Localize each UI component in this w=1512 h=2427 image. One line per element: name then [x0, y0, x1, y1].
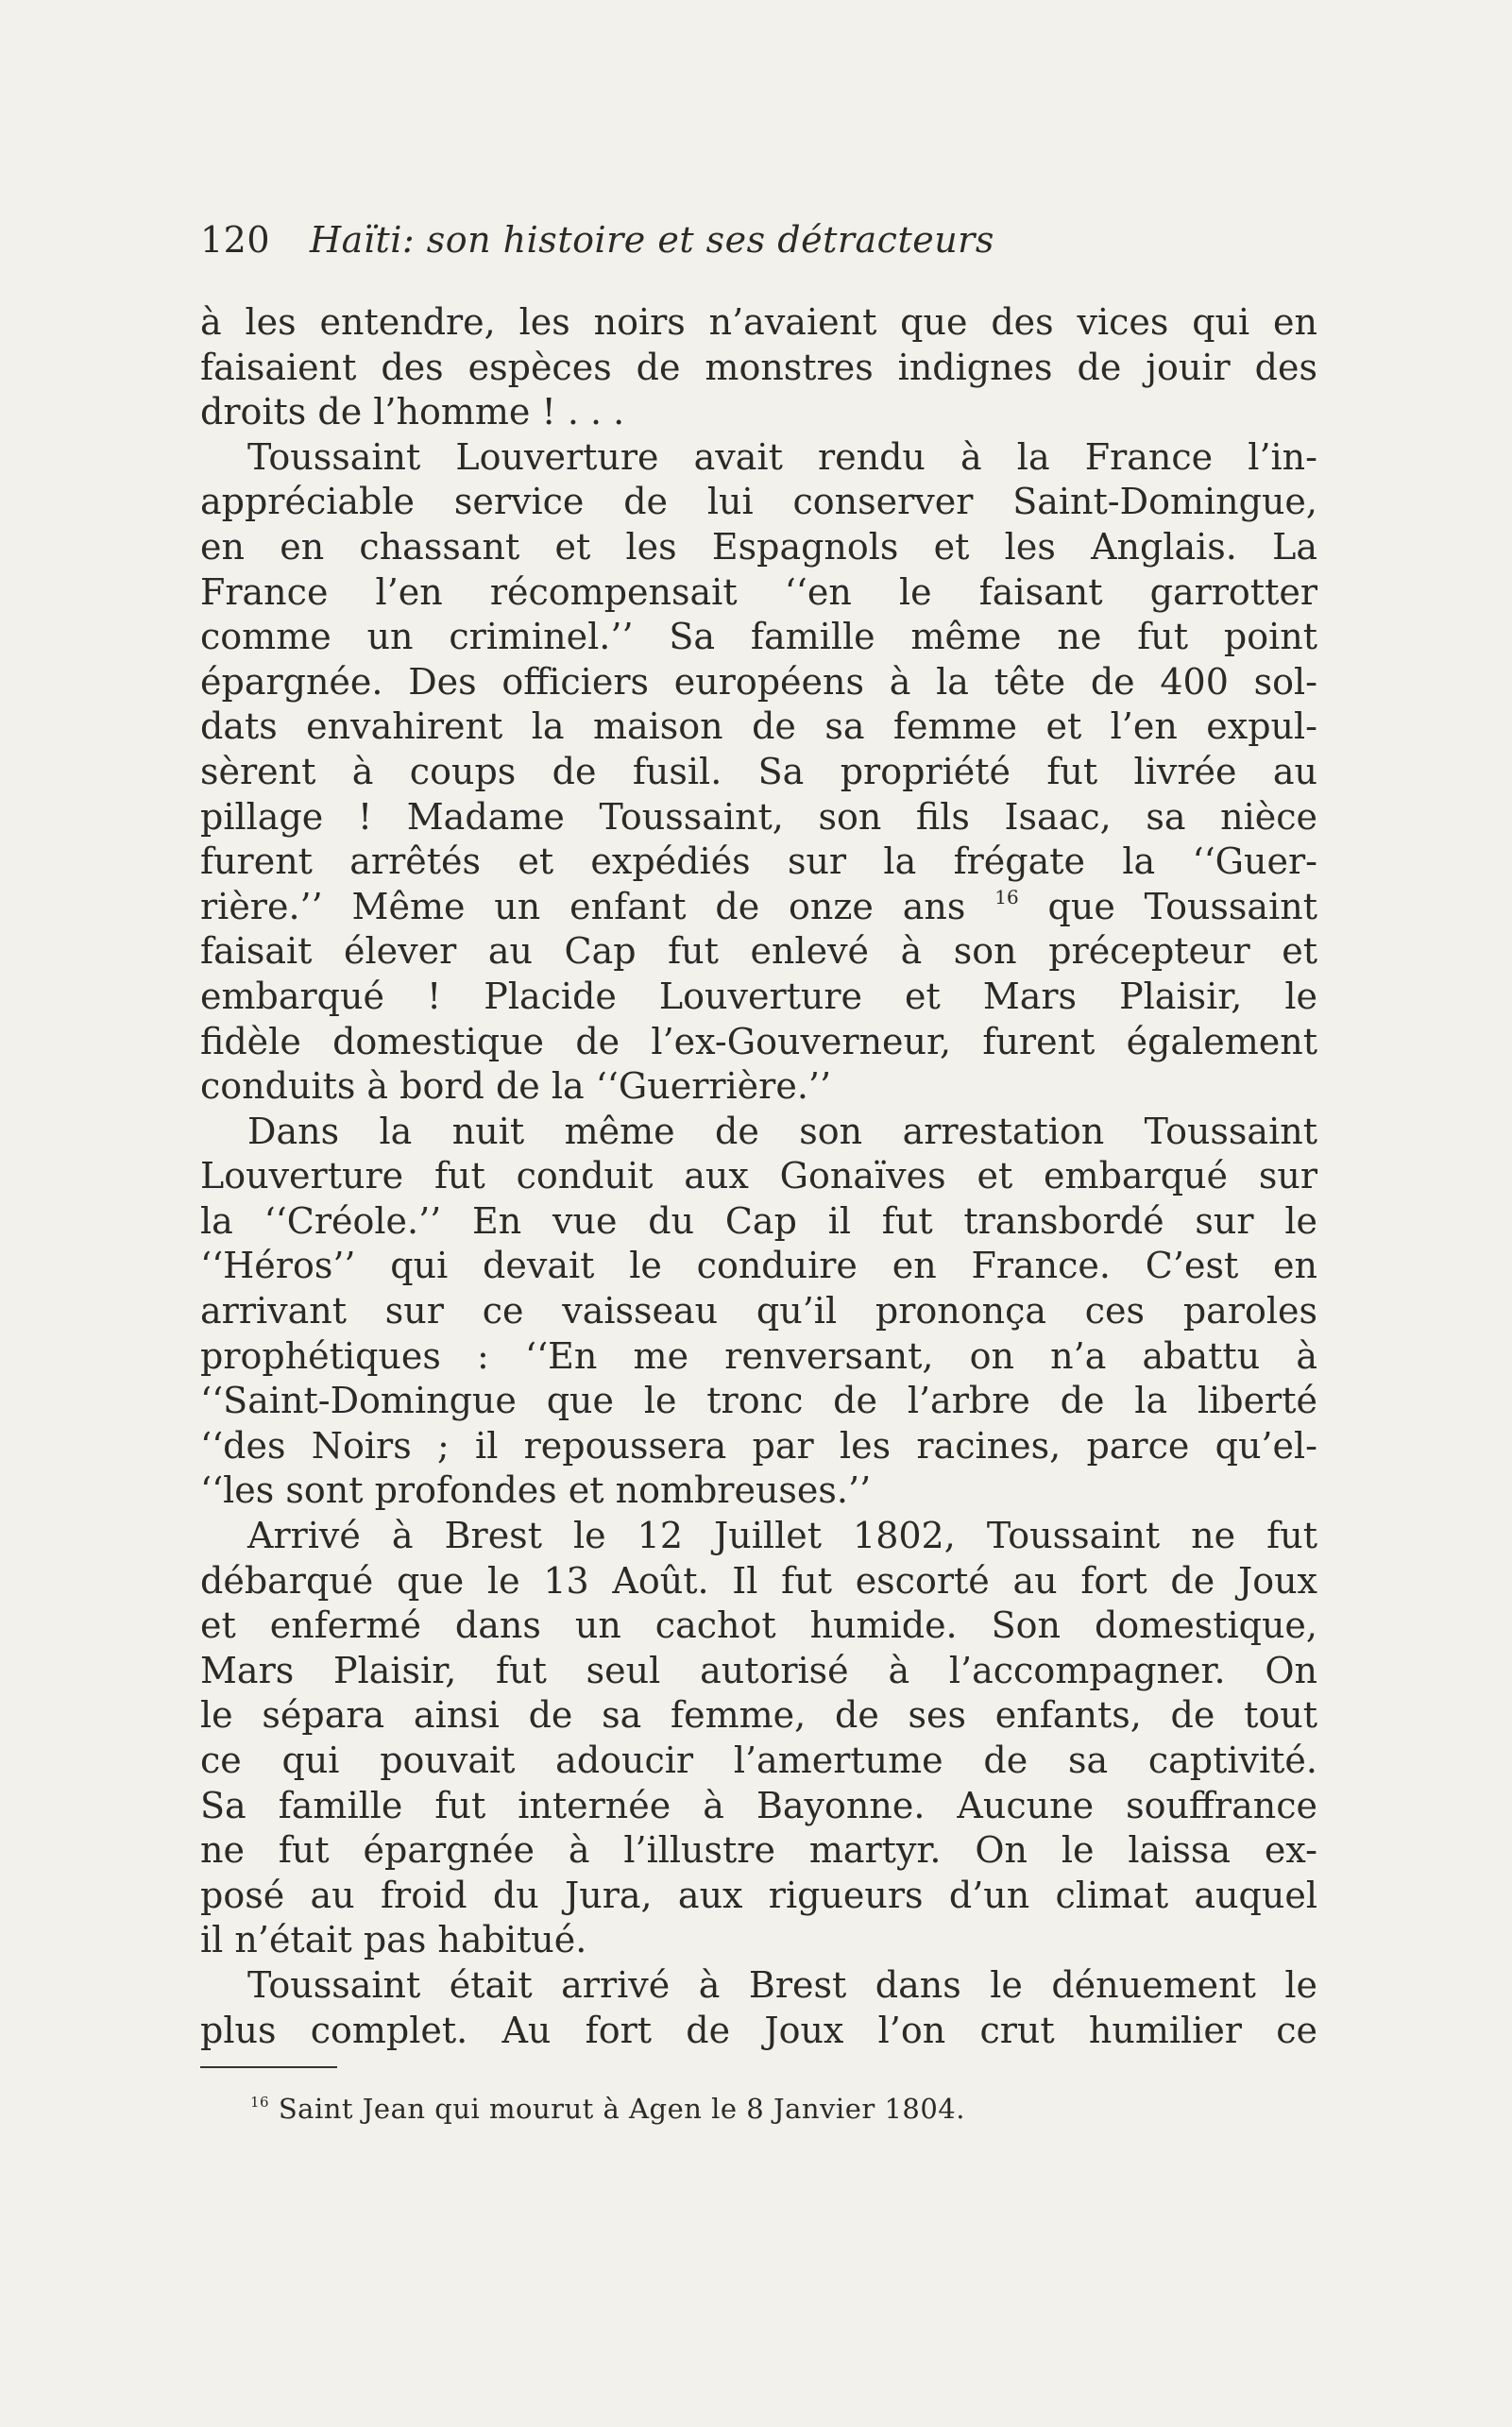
text-line: furent arrêtés et expédiés sur la frégate la ‘‘Guer-: [200, 840, 1317, 883]
text-line: Toussaint Louverture avait rendu à la France l’in-: [247, 435, 1317, 478]
text-line: Dans la nuit même de son arrestation Toussaint: [247, 1110, 1317, 1152]
text-line: ne fut épargnée à l’illustre martyr. On le laissa ex-: [200, 1829, 1317, 1872]
text-line: en en chassant et les Espagnols et les Anglais. La: [200, 525, 1317, 568]
text-line: ‘‘des Noirs ; il repoussera par les racines, parce qu’el-: [200, 1424, 1317, 1467]
text-segment: que Toussaint: [1047, 885, 1317, 927]
text-line: faisait élever au Cap fut enlevé à son précepteur et: [200, 930, 1317, 973]
text-line: le sépara ainsi de sa femme, de ses enfants, de tout: [200, 1694, 1317, 1737]
text-line: embarqué ! Placide Louverture et Mars Plaisir, le: [200, 975, 1317, 1017]
text-line: fidèle domestique de l’ex-Gouverneur, furent également: [200, 1020, 1317, 1062]
text-line: ‘‘Saint-Domingue que le tronc de l’arbre de la liberté: [200, 1380, 1317, 1422]
paragraph-5: [200, 1963, 1317, 2053]
text-line: Arrivé à Brest le 12 Juillet 1802, Toussaint ne fut: [247, 1515, 1317, 1557]
body-text: [200, 300, 1317, 2053]
text-line: dats envahirent la maison de sa femme et l’en expul-: [200, 705, 1317, 748]
text-line: ‘‘Héros’’ qui devait le conduire en France. C’est en: [200, 1245, 1317, 1287]
footnote-rule: [200, 2066, 337, 2068]
paragraph-3: [200, 1110, 1317, 1514]
running-head: [200, 219, 994, 261]
text-line: comme un criminel.’’ Sa famille même ne fut point: [200, 616, 1317, 658]
text-line-with-footnote: [200, 885, 1317, 930]
paragraph-4: [200, 1514, 1317, 1963]
text-line: à les entendre, les noirs n’avaient que des vices qui en: [200, 301, 1317, 343]
text-line: épargnée. Des officiers européens à la tête de 400 sol-: [200, 660, 1317, 703]
page-number: 120: [200, 219, 271, 261]
text-line: France l’en récompensait ‘‘en le faisant garrotter: [200, 570, 1317, 613]
paragraph-1: [200, 300, 1317, 435]
text-line: Mars Plaisir, fut seul autorisé à l’accompagner. On: [200, 1649, 1317, 1691]
paragraph-2: [200, 435, 1317, 1110]
text-line: pillage ! Madame Toussaint, son fils Isaac, sa nièce: [200, 795, 1317, 838]
text-line: la ‘‘Créole.’’ En vue du Cap il fut transbordé sur le: [200, 1199, 1317, 1242]
text-line: Louverture fut conduit aux Gonaïves et embarqué sur: [200, 1155, 1317, 1197]
text-line: ‘‘les sont profondes et nombreuses.’’: [200, 1469, 872, 1512]
text-line: sèrent à coups de fusil. Sa propriété fut livrée au: [200, 750, 1317, 792]
text-segment: rière.’’ Même un enfant de onze ans: [200, 885, 966, 927]
text-line: prophétiques : ‘‘En me renversant, on n’a abattu à: [200, 1334, 1317, 1377]
footnote-marker: 16: [250, 2094, 270, 2111]
running-title: Haïti: son histoire et ses détracteurs: [310, 219, 994, 261]
footnote: [250, 2093, 965, 2125]
text-line: Toussaint était arrivé à Brest dans le dénuement le: [247, 1963, 1317, 2006]
text-line: ce qui pouvait adoucir l’amertume de sa captivité.: [200, 1740, 1317, 1781]
text-line: débarqué que le 13 Août. Il fut escorté au fort de Joux: [200, 1559, 1317, 1602]
text-line: conduits à bord de la ‘‘Guerrière.’’: [200, 1065, 832, 1108]
text-line: il n’était pas habitué.: [200, 1919, 587, 1961]
text-line: droits de l’homme ! . . .: [200, 391, 625, 433]
text-line: plus complet. Au fort de Joux l’on crut humilier ce: [200, 2009, 1317, 2051]
text-line: Sa famille fut internée à Bayonne. Aucune souffrance: [200, 1784, 1317, 1826]
text-line: faisaient des espèces de monstres indignes de jouir des: [200, 346, 1317, 388]
footnote-ref: 16: [994, 885, 1019, 908]
text-line: appréciable service de lui conserver Saint-Domingue,: [200, 481, 1317, 523]
footnote-text: Saint Jean qui mourut à Agen le 8 Janvier 1804.: [278, 2093, 965, 2125]
text-line: et enfermé dans un cachot humide. Son domestique,: [200, 1604, 1317, 1647]
text-line: posé au froid du Jura, aux rigueurs d’un climat auquel: [200, 1874, 1317, 1916]
text-line: arrivant sur ce vaisseau qu’il prononça ces paroles: [200, 1290, 1317, 1332]
